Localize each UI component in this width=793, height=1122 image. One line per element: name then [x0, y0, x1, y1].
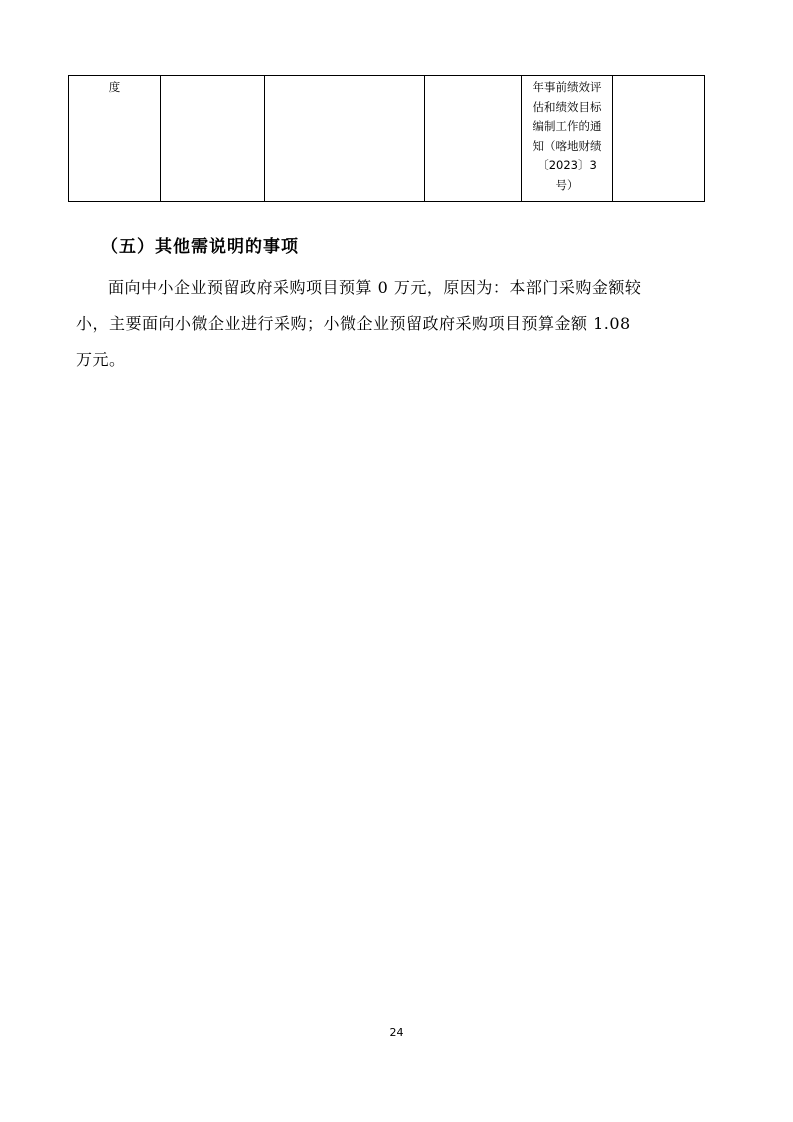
table-cell-empty [425, 76, 522, 202]
table-cell-empty [161, 76, 265, 202]
table-cell-empty [265, 76, 425, 202]
paragraph-line: 面向中小企业预留政府采购项目预算 0 万元，原因为：本部门采购金额较 [108, 278, 642, 297]
basis-line: 知（喀地财绩 [532, 138, 602, 153]
section-paragraph [76, 270, 726, 378]
continuation-table [68, 75, 705, 202]
paragraph-line: 万元。 [76, 350, 126, 369]
basis-line: 估和绩效目标 [532, 99, 602, 114]
basis-line: 号） [555, 177, 579, 192]
table-row [69, 76, 705, 202]
table-cell-label: 度 [69, 76, 161, 202]
table-cell-basis [522, 76, 613, 202]
table-cell-empty [613, 76, 705, 202]
basis-line: 编制工作的通 [532, 119, 602, 133]
page-number: 24 [389, 1026, 404, 1039]
basis-line: 〔2023〕3 [537, 158, 597, 172]
paragraph-line: 小，主要面向小微企业进行采购；小微企业预留政府采购项目预算金额 1.08 [76, 314, 631, 333]
basis-line: 年事前绩效评 [532, 80, 602, 94]
section-heading: （五）其他需说明的事项 [101, 237, 299, 257]
